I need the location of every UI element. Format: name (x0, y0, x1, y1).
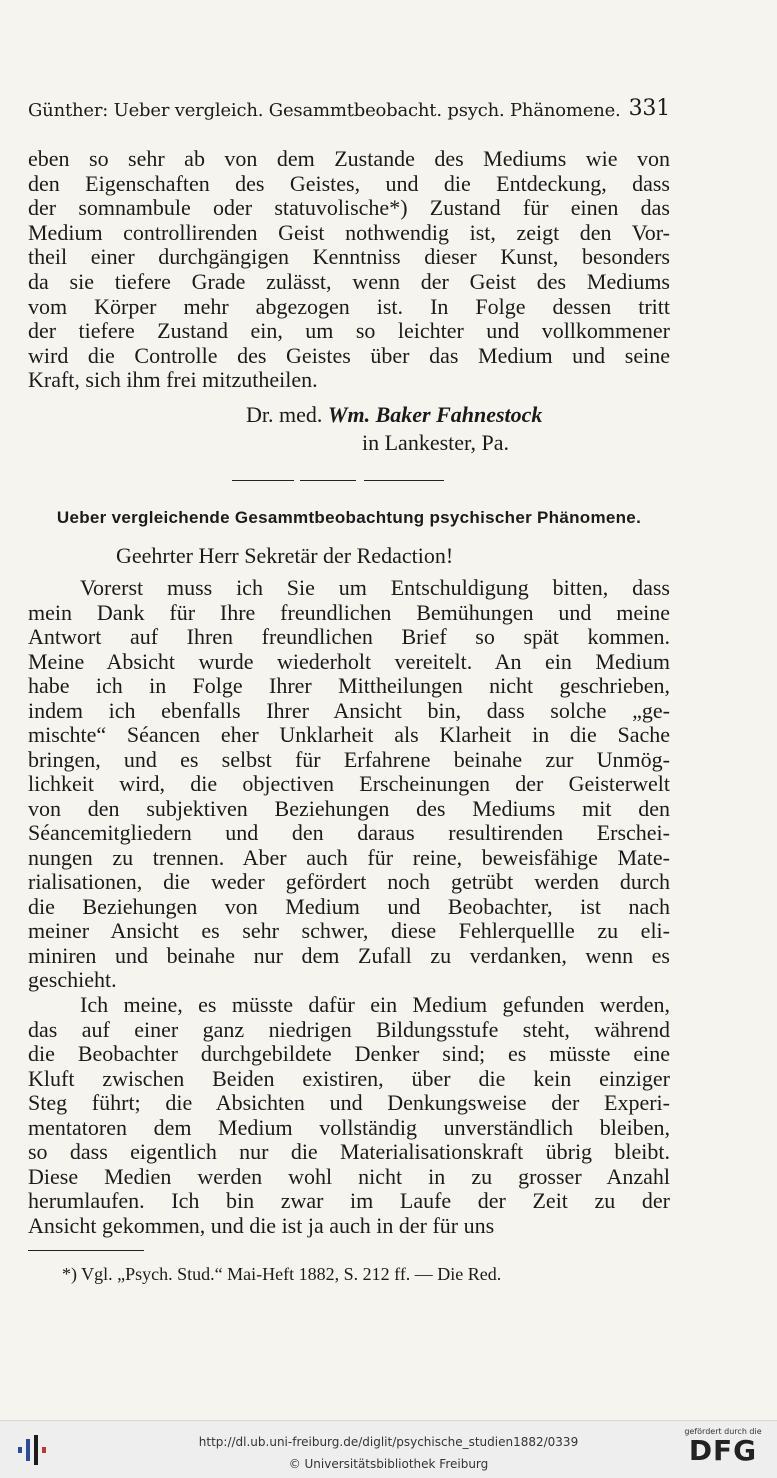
text-line: Kraft, sich ihm frei mitzutheilen. (28, 367, 318, 393)
text-line: vom Körper mehr abgezogen ist. In Folge dessen tritt (28, 293, 670, 319)
signature-prefix: Dr. med. (246, 402, 323, 427)
text-line: Séancemitgliedern und den daraus resultirenden Erschei- (28, 820, 670, 845)
salutation: Geehrter Herr Sekretär der Redaction! (116, 543, 454, 568)
text-line: Vorerst muss ich Sie um Entschuldigung bitten, dass (80, 575, 670, 600)
text-line: die Beziehungen von Medium und Beobachter, ist nach (28, 893, 670, 919)
text-line: eben so sehr ab von dem Zustande des Mediums wie von (28, 146, 670, 171)
separator-rule (364, 480, 444, 481)
signature-place: in Lankester, Pa. (362, 430, 509, 455)
text-line: herumlaufen. Ich bin zwar im Laufe der Zeit zu der (28, 1188, 670, 1213)
text-line: die Beobachter durchgebildete Denker sind; es müsste eine (28, 1041, 670, 1066)
dfg-caption: gefördert durch die (684, 1427, 762, 1436)
separator-rule (232, 480, 294, 481)
text-line: Kluft zwischen Beiden existiren, über die kein einziger (28, 1065, 670, 1091)
text-line: da sie tiefere Grade zulässt, wenn der Geist des Mediums (28, 269, 670, 294)
section-title: Ueber vergleichende Gesammtbeobachtung psychischer Phänomene. (56, 508, 642, 527)
text-line: geschieht. (28, 967, 117, 992)
text-line: meiner Ansicht es sehr schwer, diese Fehlerquellle zu eli- (28, 918, 670, 943)
text-line: nungen zu trennen. Aber auch für reine, beweisfähige Mate- (28, 844, 670, 870)
text-line: indem ich ebenfalls Ihrer Ansicht bin, dass solche „ge- (28, 697, 670, 723)
signature-line (246, 402, 542, 428)
text-line: das auf einer ganz niedrigen Bildungsstufe steht, während (28, 1016, 670, 1042)
text-line: Medium controllirenden Geist nothwendig ist, zeigt den Vor- (28, 219, 670, 245)
separator-rule (300, 480, 356, 481)
text-line: theil einer durchgängigen Kenntniss dieser Kunst, besonders (28, 244, 670, 270)
text-line: miniren und beinahe nur dem Zufall zu verdanken, wenn es (28, 942, 670, 968)
text-line: von den subjektiven Beziehungen des Mediums mit den (28, 795, 670, 821)
dfg-logo (681, 1427, 765, 1466)
text-line: so dass eigentlich nur die Materialisationskraft übrig bleibt. (28, 1139, 670, 1164)
dfg-logo-text: DFG (688, 1434, 758, 1467)
text-line: Ansicht gekommen, und die ist ja auch in der für uns (28, 1212, 495, 1238)
text-line: mein Dank für Ihre freundlichen Bemühungen und meine (28, 599, 670, 625)
text-line: Meine Absicht wurde wiederholt vereitelt. An ein Medium (28, 648, 670, 674)
text-line: der somnambule oder statuvolische*) Zustand für einen das (28, 195, 670, 221)
text-line: lichkeit wird, die objectiven Erscheinungen der Geisterwelt (28, 771, 670, 796)
footnote: *) Vgl. „Psych. Stud.“ Mai-Heft 1882, S. 212 ff. — Die Red. (62, 1264, 502, 1284)
text-line: mentatoren dem Medium vollständig unverständlich bleiben, (28, 1114, 670, 1140)
viewer-footer (0, 1420, 777, 1478)
page-number: 331 (628, 96, 670, 121)
text-line: den Eigenschaften des Geistes, und die Entdeckung, dass (28, 170, 670, 196)
text-line: rialisationen, die weder gefördert noch getrübt werden durch (28, 869, 670, 894)
text-line: Antwort auf Ihren freundlichen Brief so spät kommen. (28, 624, 670, 649)
source-url[interactable]: http://dl.ub.uni-freiburg.de/diglit/psychische_studien1882/0339 (198, 1435, 579, 1449)
copyright-notice: © Universitätsbibliothek Freiburg (288, 1457, 489, 1471)
text-line: Diese Medien werden wohl nicht in zu grosser Anzahl (28, 1163, 670, 1189)
text-line: habe ich in Folge Ihrer Mittheilungen nicht geschrieben, (28, 673, 670, 698)
text-line: Steg führt; die Absichten und Denkungsweise der Experi- (28, 1090, 670, 1115)
text-line: der tiefere Zustand ein, um so leichter und vollkommener (28, 318, 670, 344)
text-line: wird die Controlle des Geistes über das Medium und seine (28, 342, 670, 368)
signature-name: Wm. Baker Fahnestock (327, 402, 543, 427)
text-line: bringen, und es selbst für Erfahrene beinahe zur Unmög- (28, 746, 670, 772)
text-line: Ich meine, es müsste dafür ein Medium gefunden werden, (80, 992, 670, 1017)
header-title: Günther: Ueber vergleich. Gesammtbeobacht. psych. Phänomene. (28, 100, 621, 121)
footnote-rule (28, 1250, 144, 1251)
text-line: mischte“ Séancen eher Unklarheit als Klarheit in die Sache (28, 722, 670, 747)
